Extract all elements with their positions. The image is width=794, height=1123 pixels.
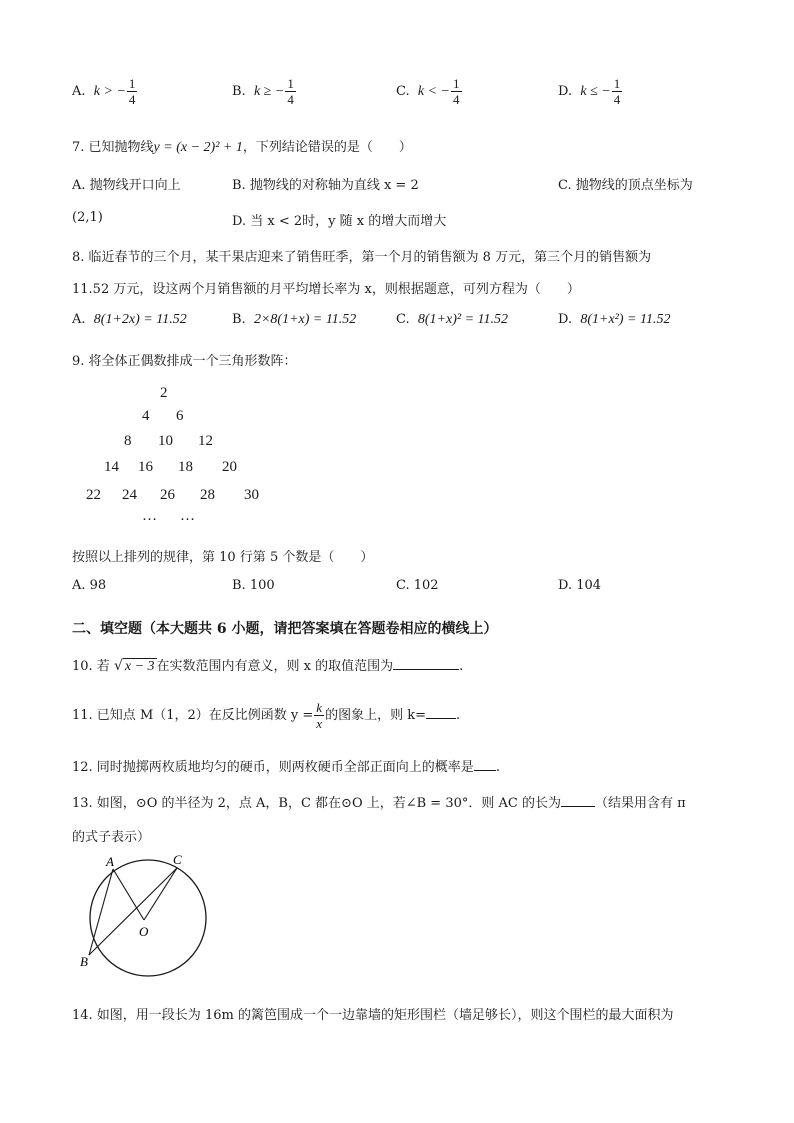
q7-stem: 7. 已知抛物线y = (x − 2)² + 1，下列结论错误的是（ ） (72, 140, 412, 155)
q8-option-b: B. 2×8(1+x) = 11.52 (232, 312, 357, 327)
q8-option-a: A. 8(1+2x) = 11.52 (72, 312, 187, 327)
triangle-number: 2 (160, 385, 168, 401)
answer-blank (426, 706, 456, 719)
q7-option-b: B. 抛物线的对称轴为直线 x = 2 (232, 178, 419, 193)
triangle-number: 10 (158, 433, 173, 449)
q13-line2: 的式子表示） (72, 830, 151, 845)
point-o-label: O (139, 924, 149, 939)
point-c-label: C (173, 852, 182, 867)
q7-option-c: C. 抛物线的顶点坐标为 (558, 178, 693, 193)
answer-blank (393, 657, 459, 670)
triangle-number: 4 (142, 408, 150, 424)
triangle-number: 6 (176, 408, 184, 424)
triangle-number: 8 (124, 433, 132, 449)
answer-blank (561, 794, 595, 807)
triangle-ellipsis: … (180, 508, 196, 524)
triangle-number: 28 (200, 487, 215, 503)
q13-line1: 13. 如图，⊙O 的半径为 2，点 A，B，C 都在⊙O 上，若∠B = 30°．则 AC 的长为 （结果用含有 π (72, 796, 686, 811)
point-b-label: B (80, 954, 88, 969)
q6-option-b: B. k ≥ − $\frac{1}{4}$ (232, 76, 294, 107)
triangle-number: 22 (86, 487, 101, 503)
triangle-number: 12 (198, 433, 213, 449)
q11: 11. 已知点 M（1，2）在反比例函数 y = $\frac{k}{x}$ 的图象上，则 k= . (72, 700, 461, 731)
q9-option-a: A. 98 (72, 578, 107, 593)
triangle-number: 24 (122, 487, 137, 503)
q6-option-a: A. k > − $\frac{1}{4}$ (72, 76, 136, 107)
triangle-number: 26 (160, 487, 175, 503)
q9-question: 按照以上排列的规律，第 10 行第 5 个数是（ ） (72, 550, 374, 565)
q8-stem-line1: 8. 临近春节的三个月，某干果店迎来了销售旺季，第一个月的销售额为 8 万元，第三个月的销售额为 (72, 250, 652, 265)
q6-option-c: C. k < − $\frac{1}{4}$ (396, 76, 460, 107)
q8-option-d: D. 8(1+x²) = 11.52 (558, 312, 671, 327)
q7-option-a: A. 抛物线开口向上 (72, 178, 181, 193)
q7-option-d: D. 当 x < 2时，y 随 x 的增大而增大 (232, 214, 447, 229)
q10: 10. 若 √ x − 3 在实数范围内有意义，则 x 的取值范围为 . (72, 658, 464, 674)
q8-stem-line2: 11.52 万元，设这两个月销售额的月平均增长率为 x，则根据题意，可列方程为（ ） (72, 282, 580, 297)
q6-option-d: D. k ≤ − $\frac{1}{4}$ (558, 76, 621, 107)
q8-option-c: C. 8(1+x)² = 11.52 (396, 312, 508, 327)
q12: 12. 同时抛掷两枚质地均匀的硬币，则两枚硬币全部正面向上的概率是 . (72, 760, 500, 775)
triangle-number: 20 (222, 459, 237, 475)
q9-option-d: D. 104 (558, 578, 602, 593)
q9-option-b: B. 100 (232, 578, 275, 593)
q14: 14. 如图，用一段长为 16m 的篱笆围成一个一边靠墙的矩形围栏（墙足够长），则这个围栏的最大面积为 (72, 1008, 674, 1023)
point-a-label: A (106, 854, 114, 869)
triangle-ellipsis: … (142, 508, 158, 524)
triangle-number: 16 (138, 459, 153, 475)
q7-option-c-continued: (2,1) (72, 210, 103, 225)
triangle-number: 14 (104, 459, 119, 475)
section-heading: 二、填空题（本大题共 6 小题，请把答案填在答题卷相应的横线上） (72, 621, 498, 637)
triangle-number: 30 (244, 487, 259, 503)
triangle-number: 18 (178, 459, 193, 475)
q9-option-c: C. 102 (396, 578, 439, 593)
q9-stem: 9. 将全体正偶数排成一个三角形数阵： (72, 354, 297, 369)
answer-blank (474, 758, 496, 771)
circle-figure (76, 852, 216, 980)
